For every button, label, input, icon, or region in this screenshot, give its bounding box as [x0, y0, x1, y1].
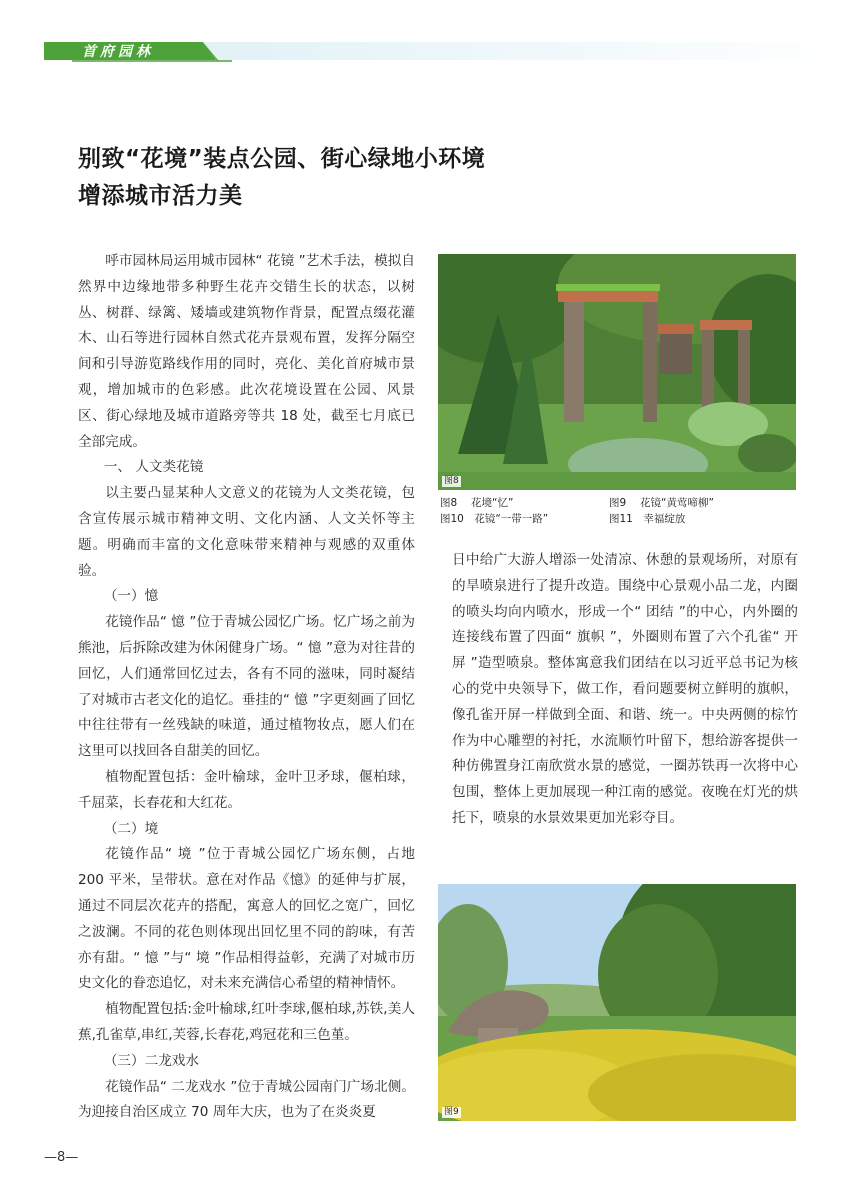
- paragraph: 以主要凸显某种人文意义的花镜为人文类花镜，包含宣传展示城市精神文明、文化内涵、人文关怀等主题。明确而丰富的文化意味带来精神与观感的双重体验。: [78, 485, 415, 579]
- section-heading: 一、 人文类花镜: [103, 459, 204, 476]
- paragraph: 花镜作品“ 境 ”位于青城公园忆广场东侧，占地 200 平米，呈带状。意在对作品《憶》的延伸与扩展，通过不同层次花卉的搭配，寓意人的回忆之宽广，回忆之波澜。不同的花色则体现出回忆里不同的韵味，有苦亦有甜。“ 憶 ”与“ 境 ”作品相得益彰，充满了对城市历史文化的眷恋追忆，对未来充满信心希望的精神情怀。: [78, 846, 415, 992]
- paragraph: 植物配置包括：金叶榆球，金叶卫矛球，偃柏球，千屈菜，长春花和大红花。: [78, 768, 415, 811]
- photo-rock-sculpture: [438, 884, 796, 1121]
- subsection-heading: （三）二龙戏水: [103, 1052, 199, 1069]
- right-text-column: [452, 548, 798, 832]
- page-number: —8—: [44, 1150, 79, 1165]
- figure-caption: 图8 花境“忆”: [440, 497, 514, 509]
- paragraph: 呼市园林局运用城市园林“ 花镜 ”艺术手法，模拟自然界中边缘地带多种野生花卉交错生长的状态，以树丛、树群、绿篱、矮墙或建筑物作背景，配置点缀花灌木、山石等进行园林自然式花卉景观布置，发挥分隔空间和引导游览路线作用的同时，亮化、美化首府城市景观，增加城市的色彩感。此次花境设置在公园、风景区、街心绿地及城市道路旁等共 18 处，截至七月底已全部完成。: [78, 253, 415, 450]
- subsection-heading: （二）境: [103, 820, 159, 837]
- photo-label: 图9: [444, 1107, 459, 1117]
- section-title: 首府园林: [82, 44, 154, 60]
- figure-caption: 图9 花镜“黄莺啼柳”: [609, 497, 714, 509]
- article-title-line-2: 增添城市活力美: [78, 183, 243, 209]
- figure-caption: 图10 花镜“一带一路”: [440, 513, 549, 525]
- left-text-column: [78, 249, 415, 1126]
- paragraph: 花镜作品“ 二龙戏水 ”位于青城公园南门广场北侧。为迎接自治区成立 70 周年大庆，也为了在炎炎夏: [78, 1078, 415, 1121]
- photo-garden-arches: [438, 254, 796, 490]
- paragraph: 日中给广大游人增添一处清凉、休憩的景观场所，对原有的旱喷泉进行了提升改造。围绕中心景观小品二龙，内圈的喷头均向内喷水，形成一个“ 团结 ”的中心，内外圈的连接线布置了四面“ 旗帜 ”，外圈则布置了六个孔雀“ 开屏 ”造型喷泉。整体寓意我们团结在以习近平总书记为核心的党中央领导下，做工作，看问题要树立鲜明的旗帜，像孔雀开屏一样做到全面、和谐、统一。中央两侧的棕竹作为中心雕塑的衬托，水流顺竹叶留下，想给游客提供一种仿佛置身江南欣赏水景的感觉，一圈苏铁再一次将中心包围，整体上更加展现一种江南的感觉。夜晚在灯光的烘托下，喷泉的水景效果更加光彩夺目。: [452, 552, 798, 826]
- paragraph: 花镜作品“ 憶 ”位于青城公园忆广场。忆广场之前为熊池，后拆除改建为休闲健身广场。“ 憶 ”意为对往昔的回忆，人们通常回忆过去，各有不同的滋味，同时凝结了对城市古老文化的追忆。垂挂的“ 憶 ”字更刻画了回忆中往往带有一丝残缺的味道，通过植物妆点，愿人们在这里可以找回各自甜美的回忆。: [78, 614, 415, 760]
- article-title-line-1: 别致“花境”装点公园、街心绿地小环境: [78, 146, 486, 172]
- subsection-heading: （一）憶: [103, 588, 159, 605]
- figure-caption: 图11 幸福绽放: [609, 513, 686, 525]
- paragraph: 植物配置包括:金叶榆球,红叶李球,偃柏球,苏铁,美人蕉,孔雀草,串红,芙蓉,长春花,鸡冠花和三色堇。: [78, 1001, 415, 1043]
- photo-label: 图8: [444, 476, 459, 486]
